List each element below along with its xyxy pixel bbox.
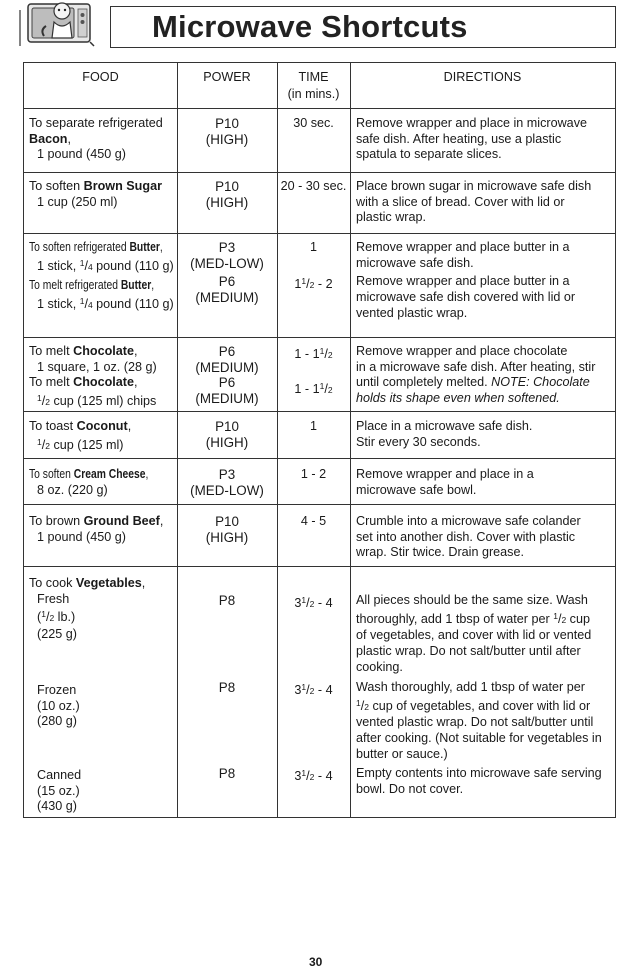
directions-text: until completely melted. NOTE: Chocolate [356,375,590,390]
food-cell [29,240,192,314]
food-quantity: (15 oz.) [37,783,80,798]
directions-text: bowl. Do not cover. [356,781,464,796]
food-quantity: 1 cup (250 ml) [37,194,118,209]
directions-text: in a microwave safe dish. After heating, stir [356,359,596,374]
directions-text: of vegetables, and cover with lid or vented [356,628,592,643]
time-value: 1 [309,240,317,254]
directions-text: Remove wrapper and place in a [356,467,534,481]
power-cell [177,179,277,210]
directions-cell [356,467,534,498]
food-text: To soften Brown Sugar [29,179,162,193]
power-cell [177,467,277,498]
time-cell: 1 [309,419,317,433]
directions-text: Place brown sugar in microwave safe dish [356,179,592,193]
food-variant: Frozen [37,683,77,697]
food-cell [37,768,81,815]
food-quantity: $^1$/2 cup (125 ml) [37,436,124,452]
directions-text: $^1$/2 cup of vegetables, and cover with lid or [356,697,591,713]
directions-cell [356,514,581,561]
food-cell [29,419,131,454]
food-cell [29,179,162,210]
power-level: (HIGH) [205,434,249,450]
directions-cell [356,240,575,322]
power-level: (HIGH) [205,131,249,147]
food-variant: Canned [37,768,82,782]
power-cell [177,116,277,147]
row-divider [24,172,615,173]
power-value: P8 [218,766,236,781]
food-cell [37,683,80,730]
food-text: To soften Cream Cheese, [29,467,149,481]
directions-cell [356,766,602,797]
power-cell [177,240,277,306]
directions-text: Place in a microwave safe dish. [356,419,533,433]
directions-text: Remove wrapper and place butter in a [356,240,570,254]
directions-cell [356,116,587,163]
food-cell [29,467,175,498]
power-value: P3 [218,240,236,255]
food-quantity: 1 pound (450 g) [37,147,126,162]
food-text: To brown Ground Beef, [29,514,164,528]
power-level: (MED-LOW) [190,255,264,271]
food-cell [29,344,157,411]
power-level: (MEDIUM) [195,359,259,375]
directions-text: spatula to separate slices. [356,147,502,162]
directions-text: microwave safe dish covered with lid or [356,290,576,305]
row-divider [24,233,615,234]
power-value: P8 [218,680,236,695]
power-value: P10 [215,419,239,434]
time-cell: 1 - 2 [300,467,327,481]
time-cell [277,344,350,398]
food-text: To melt refrigerated Butter, [29,278,155,293]
header-directions: DIRECTIONS [443,70,522,84]
power-cell [177,514,277,545]
directions-cell [356,344,595,407]
food-quantity: $^1$/2 cup (125 ml) chips [37,393,157,409]
power-level: (MEDIUM) [195,290,259,306]
row-divider [24,458,615,459]
power-level: (MED-LOW) [190,482,264,498]
page-title: Microwave Shortcuts [152,9,468,44]
food-text: To toast Coconut, [29,419,132,433]
directions-text: Remove wrapper and place in microwave [356,116,587,130]
power-cell [177,419,277,450]
food-quantity: (225 g) [37,627,77,642]
power-value: P6 [218,375,236,391]
food-text: Bacon, [29,131,71,146]
directions-text: Remove wrapper and place chocolate [356,344,568,358]
time-cell [277,240,350,293]
directions-note: holds its shape even when softened. [356,391,560,406]
food-text: To cook Vegetables, [29,576,146,590]
time-cell: 4 - 5 [300,514,327,528]
food-quantity: 1 stick, $^1$/4 pound (110 g) [37,296,174,312]
food-text: To melt Chocolate, [29,344,138,358]
directions-cell [356,680,602,763]
food-quantity: 1 square, 1 oz. (28 g) [37,359,157,374]
directions-text: butter or sauce.) [356,746,448,761]
shortcuts-table [23,62,616,818]
directions-text: with a slice of bread. Cover with lid or [356,194,565,209]
directions-text: vented plastic wrap. [356,305,468,320]
directions-text: plastic wrap. Do not salt/butter until after [356,644,581,659]
power-level: (HIGH) [205,194,249,210]
food-quantity: 1 stick, $^1$/4 pound (110 g) [37,257,174,273]
power-value: P3 [218,467,236,482]
directions-cell [356,179,591,226]
directions-text: safe dish. After heating, use a plastic [356,131,562,146]
food-quantity: (280 g) [37,714,77,729]
page-number: 30 [309,955,323,969]
food-variant: Fresh [37,591,70,606]
food-cell [29,514,163,545]
header-power: POWER [203,70,251,84]
directions-text: microwave safe bowl. [356,482,477,497]
food-quantity: 8 oz. (220 g) [37,482,108,497]
food-text: To separate refrigerated [29,116,163,130]
directions-text: after cooking. (Not suitable for vegetables in [356,731,602,746]
row-divider [24,504,615,505]
time-value: $1 - 1^1/2$ [294,380,333,396]
power-level: (MEDIUM) [195,391,259,407]
food-text: To melt Chocolate, [29,375,138,390]
column-divider [277,63,278,817]
directions-text: Stir every 30 seconds. [356,434,481,449]
directions-text: Wash thoroughly, add 1 tbsp of water per [356,680,585,694]
directions-text: Crumble into a microwave safe colander [356,514,581,528]
time-cell: $3^1/2 - 4$ [294,595,333,610]
directions-text: cooking. [356,659,403,674]
food-quantity: 1 pound (450 g) [37,529,126,544]
microwave-chef-icon [18,0,110,50]
power-value: P6 [218,344,236,359]
directions-text: wrap. Stir twice. Drain grease. [356,545,524,560]
time-cell: $3^1/2 - 4$ [294,682,333,697]
directions-text: All pieces should be the same size. Wash [356,593,588,607]
time-cell: 30 sec. [293,116,334,130]
directions-cell [356,419,532,450]
directions-text: microwave safe dish. [356,255,474,270]
time-cell: $3^1/2 - 4$ [294,768,333,783]
food-quantity: ($^1$/2 lb.) [37,609,76,625]
directions-text: Empty contents into microwave safe serving [356,766,602,780]
directions-text: Remove wrapper and place butter in a [356,274,570,289]
row-divider [24,337,615,338]
food-quantity: (430 g) [37,799,77,814]
time-cell: 20 - 30 sec. [280,179,347,193]
header-food: FOOD [82,70,119,84]
power-value: P10 [215,116,239,131]
power-value: P8 [218,593,236,608]
header-time: TIME [298,70,329,84]
header-time-unit: (in mins.) [287,87,340,101]
directions-text: set into another dish. Cover with plastic [356,529,576,544]
power-value: P6 [218,274,236,290]
row-divider [24,411,615,412]
column-divider [350,63,351,817]
directions-text: thoroughly, add 1 tbsp of water per $^1$/2 cup [356,610,590,626]
time-value: $1 - 1^1/2$ [294,346,333,361]
power-cell [177,344,277,407]
power-level: (HIGH) [205,529,249,545]
food-quantity: (10 oz.) [37,698,80,713]
power-value: P10 [215,514,239,529]
directions-cell [356,593,591,676]
power-value: P10 [215,179,239,194]
food-cell [29,576,145,643]
food-text: To soften refrigerated Butter, [29,240,163,254]
directions-text: vented plastic wrap. Do not salt/butter until [356,715,594,730]
directions-text: plastic wrap. [356,210,426,225]
time-value: $1^1/2 - 2$ [294,275,333,291]
food-cell [29,116,163,163]
row-divider [24,566,615,567]
